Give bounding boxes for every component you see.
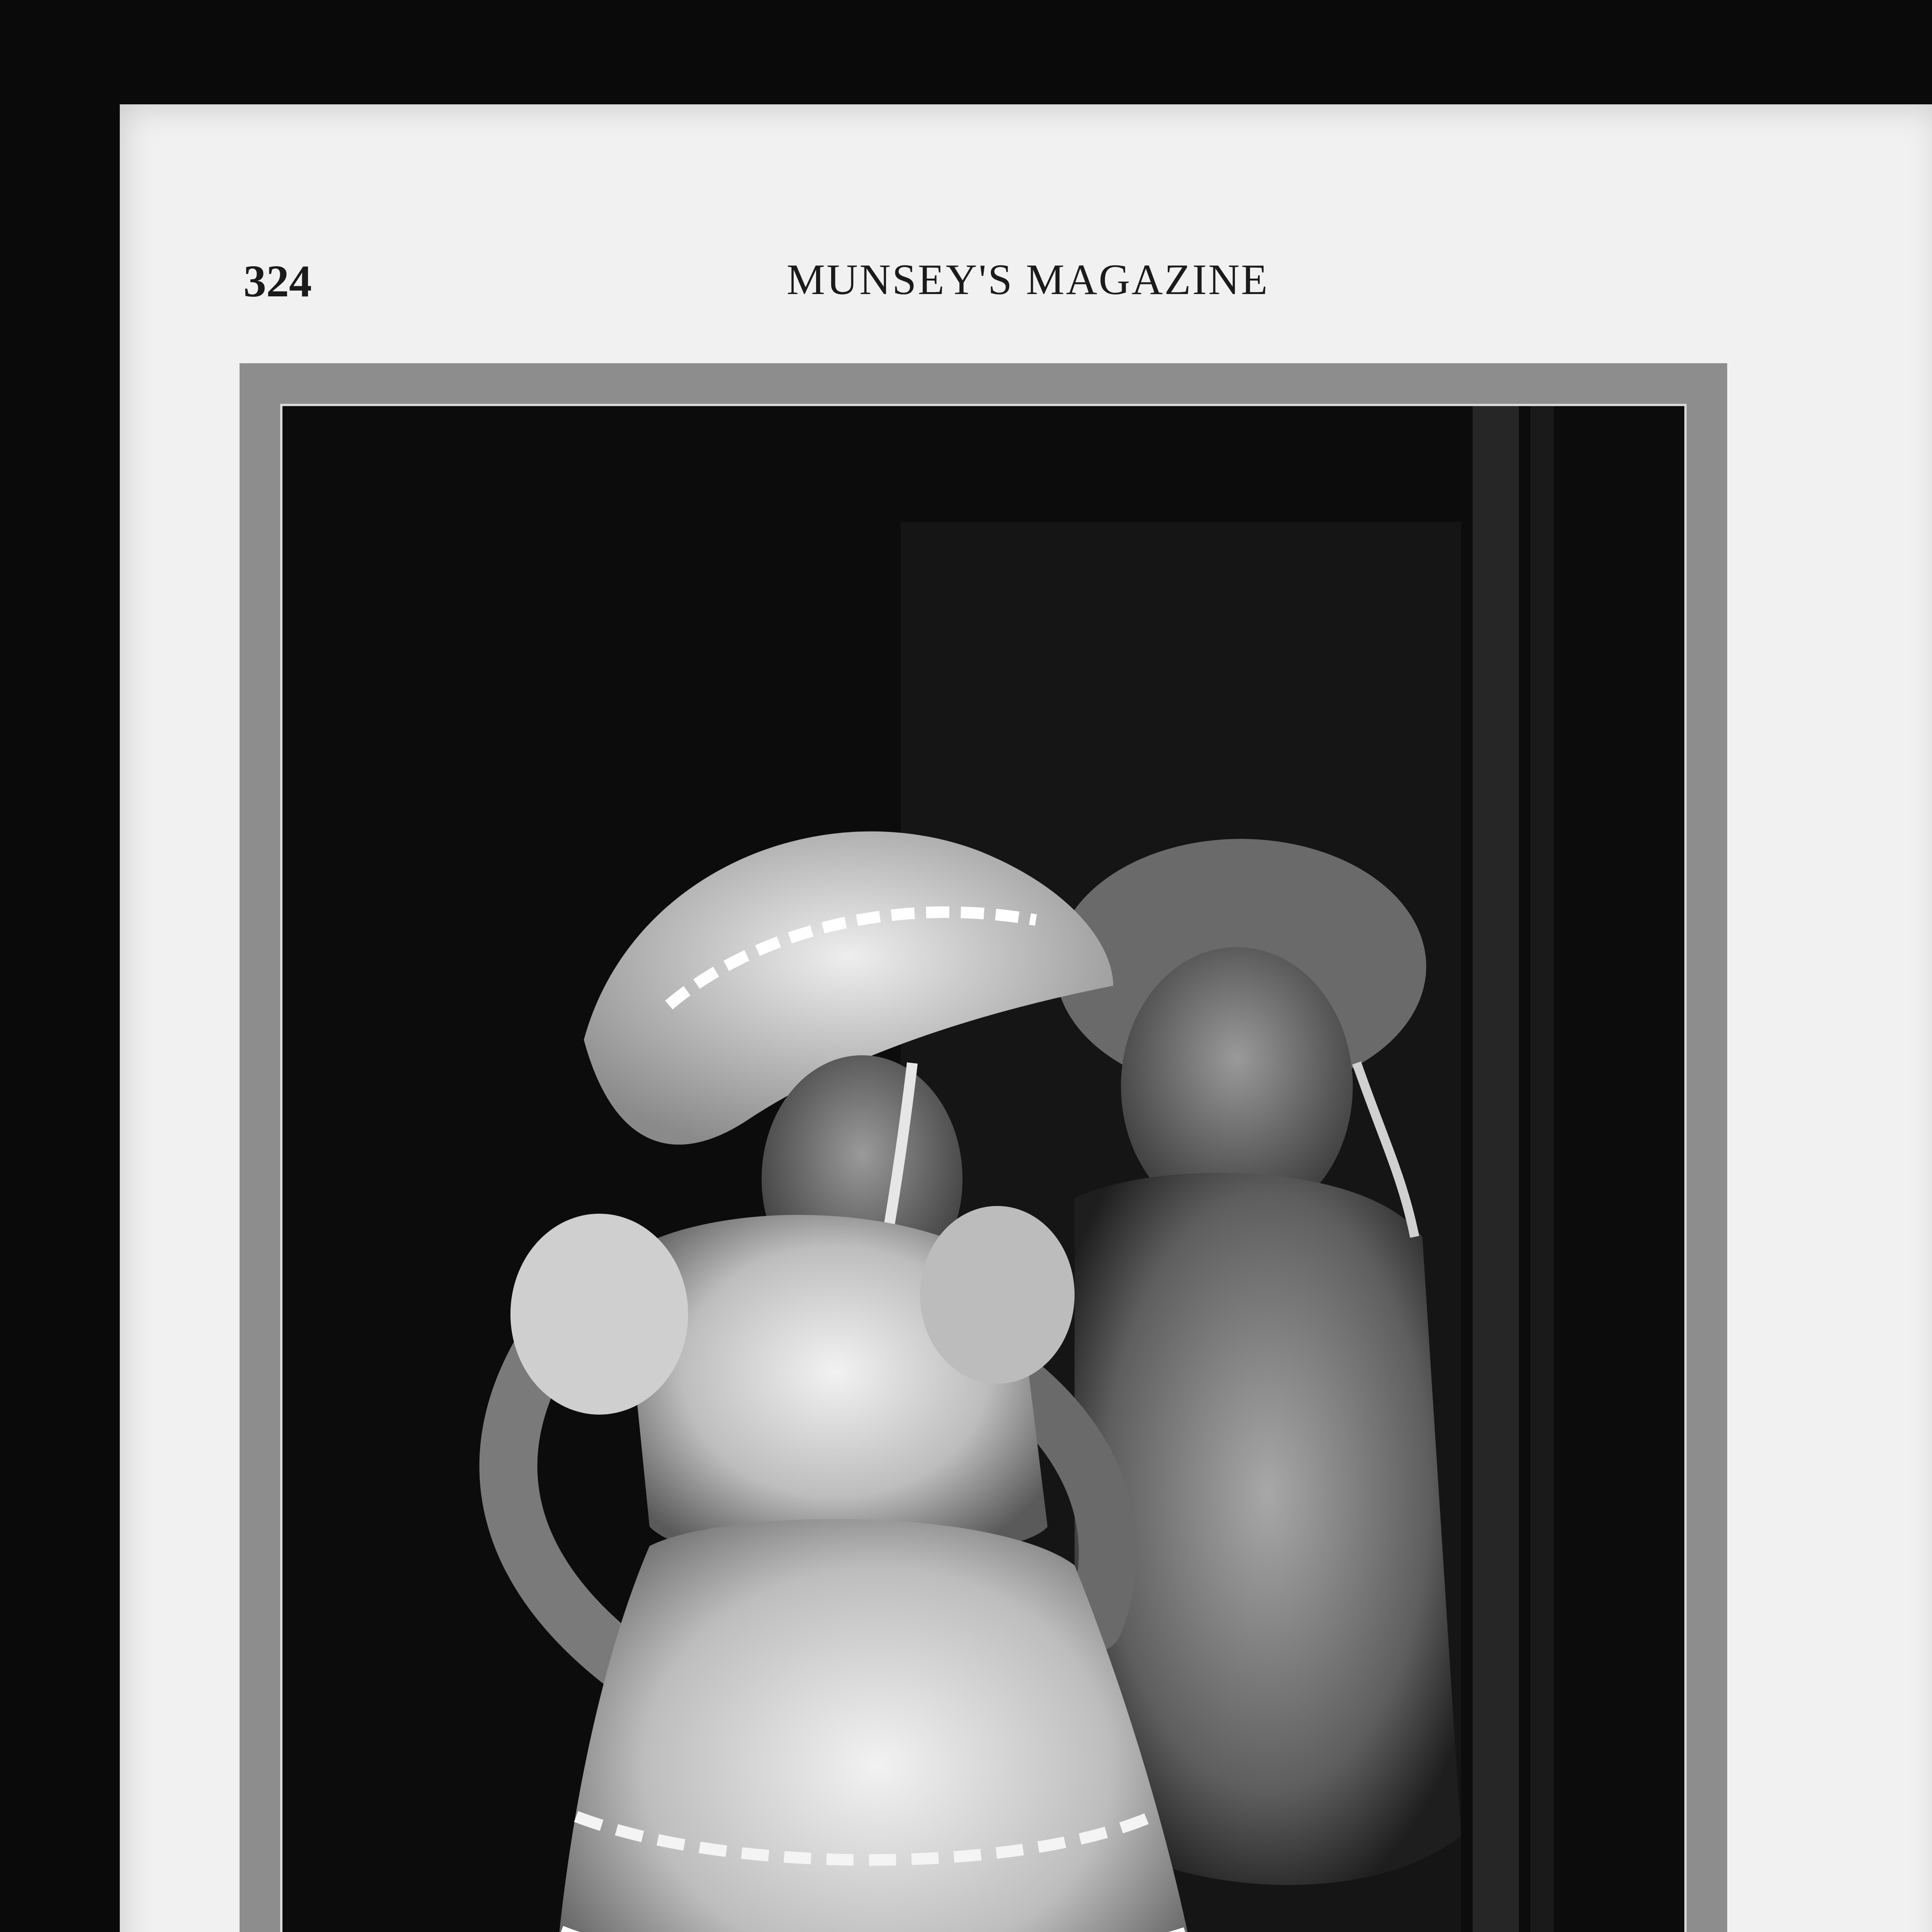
magazine-page	[120, 104, 1932, 1932]
running-head: MUNSEY'S MAGAZINE	[786, 256, 1269, 304]
photograph-illustration	[282, 406, 1684, 1932]
photograph	[280, 404, 1687, 1932]
photo-frame	[240, 363, 1727, 1932]
page-number: 324	[243, 256, 312, 306]
